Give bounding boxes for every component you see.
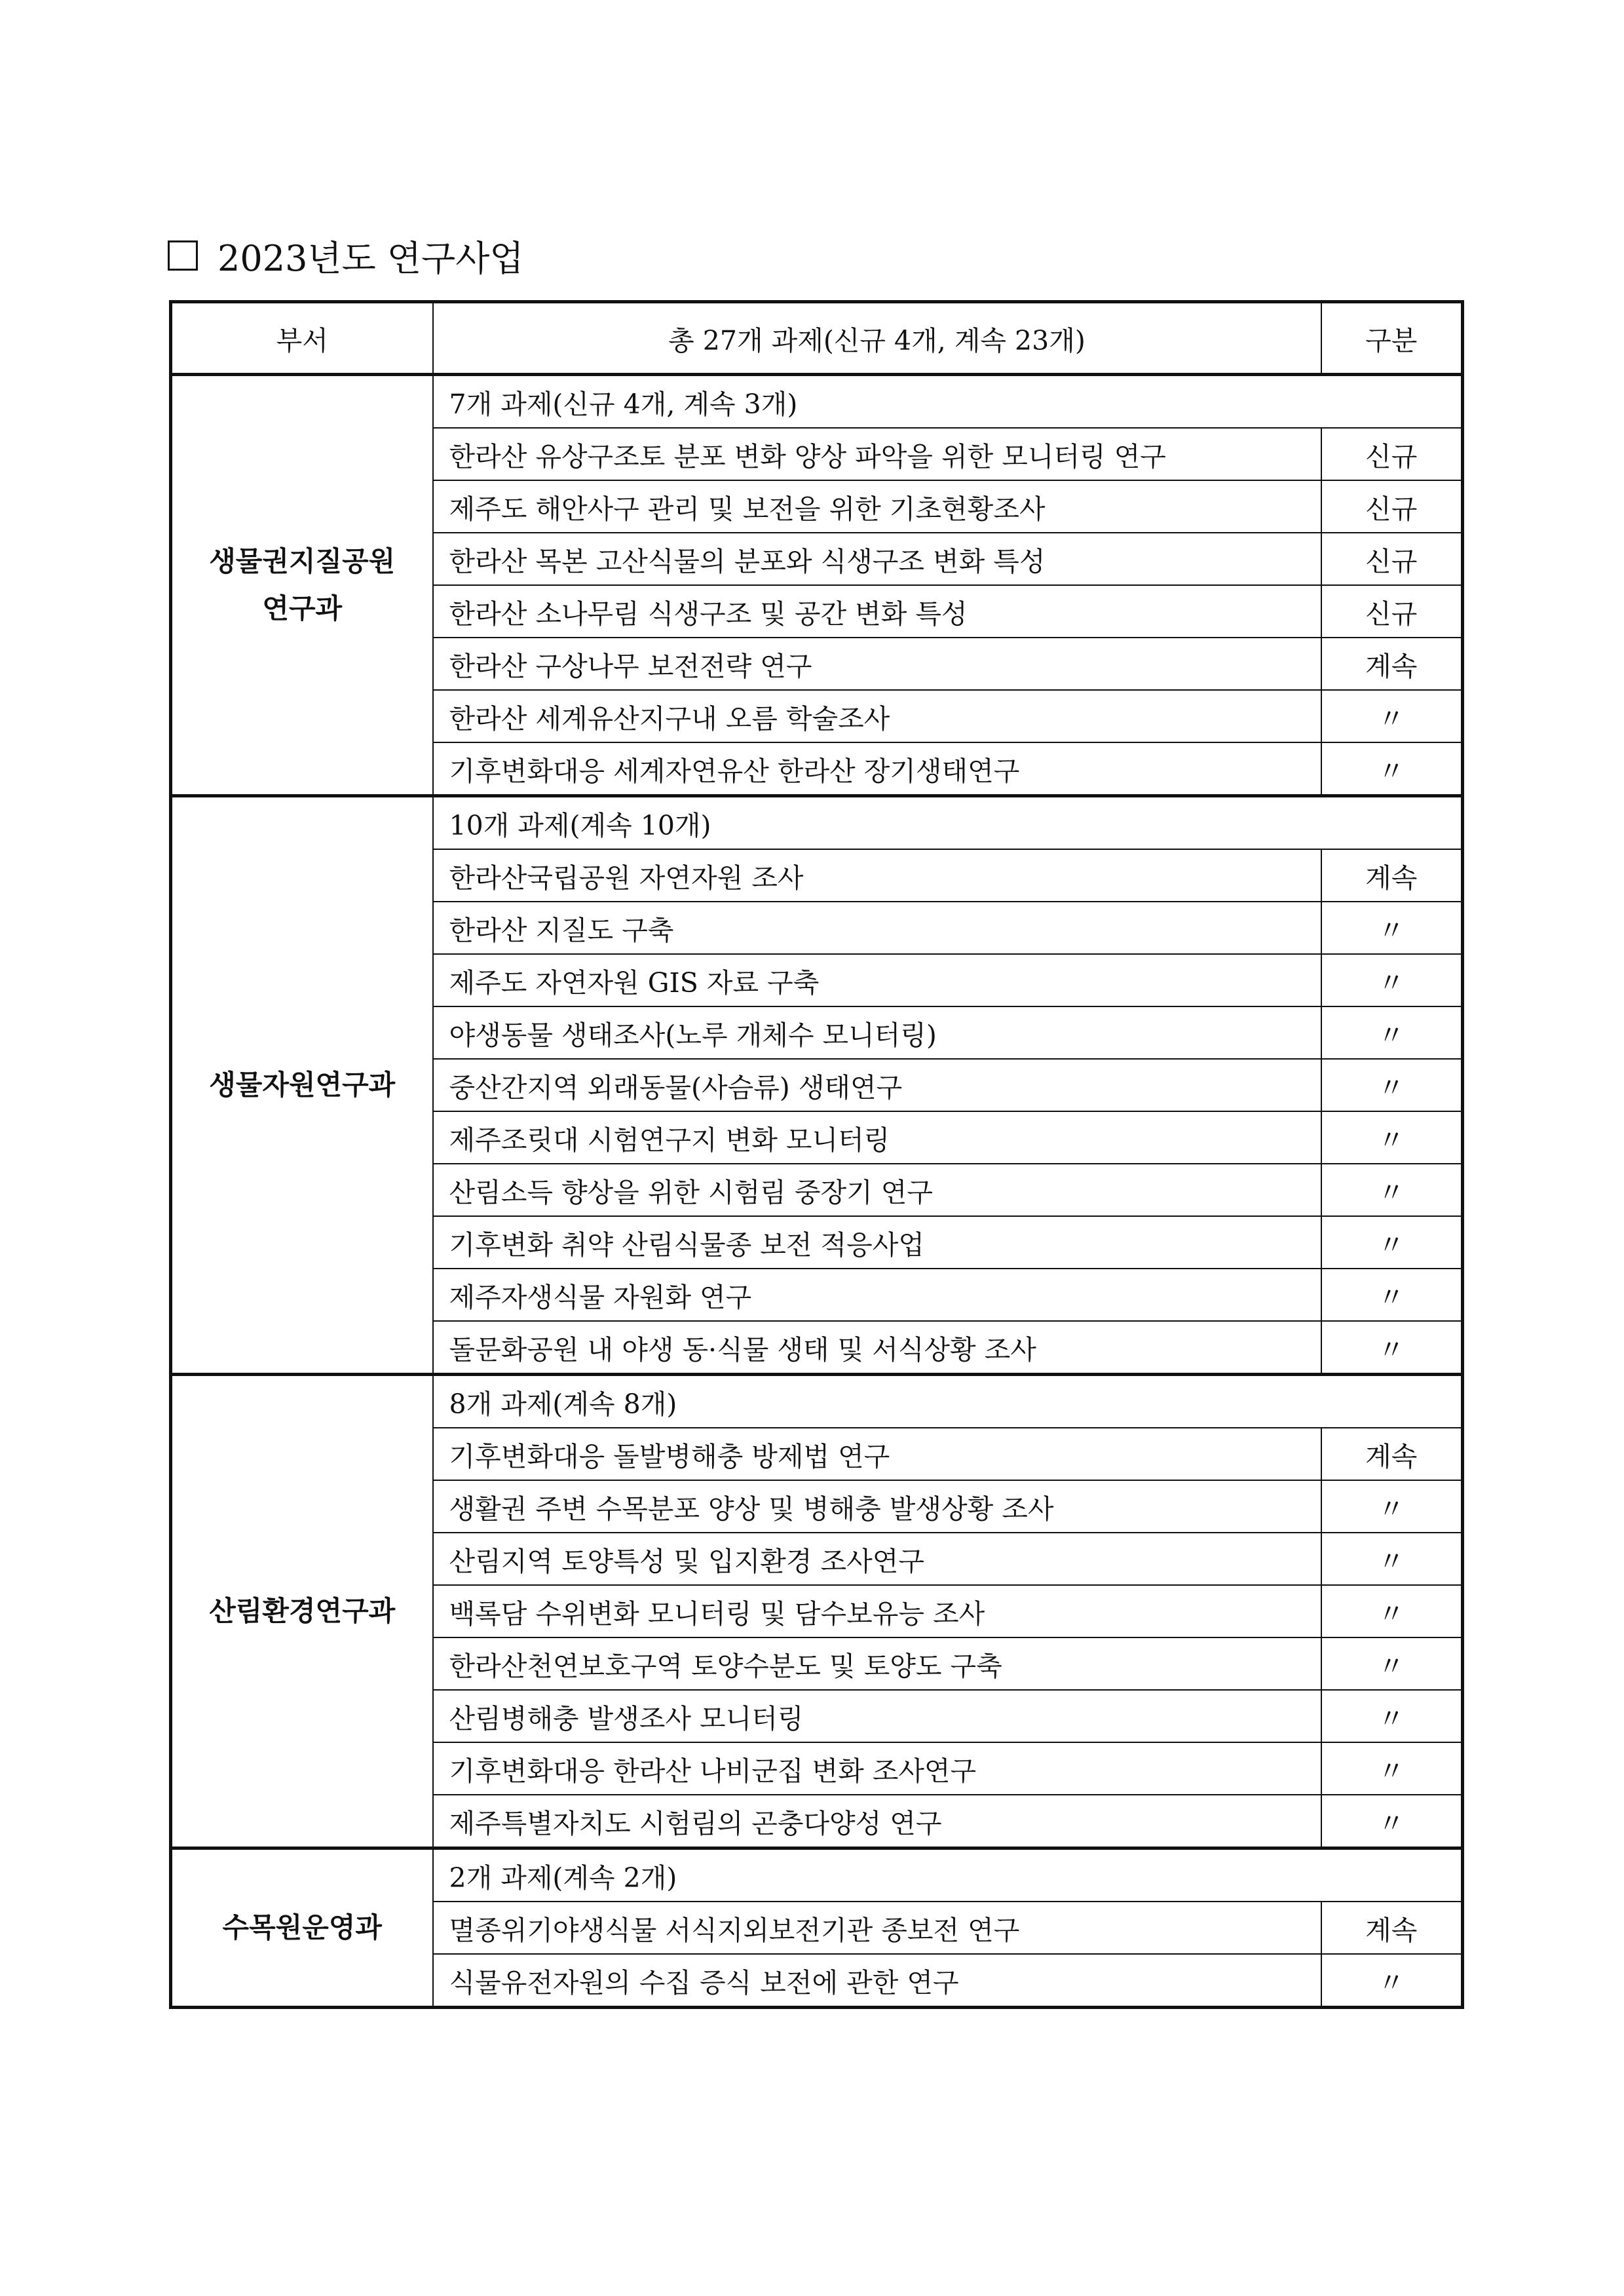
project-type: 〃 (1321, 1585, 1463, 1637)
checkbox-square-icon (168, 240, 198, 271)
project-name: 한라산 세계유산지구내 오름 학술조사 (433, 690, 1321, 742)
section-title-text: 2023년도 연구사업 (217, 237, 524, 279)
project-type: 〃 (1321, 1164, 1463, 1216)
group-summary: 10개 과제(계속 10개) (433, 796, 1463, 850)
project-name: 중산간지역 외래동물(사슴류) 생태연구 (433, 1059, 1321, 1111)
project-name: 산림병해충 발생조사 모니터링 (433, 1690, 1321, 1742)
project-type: 〃 (1321, 1637, 1463, 1690)
group-summary: 8개 과제(계속 8개) (433, 1375, 1463, 1428)
project-type: 〃 (1321, 1690, 1463, 1742)
project-type: 〃 (1321, 1269, 1463, 1321)
project-name: 멸종위기야생식물 서식지외보전기관 종보전 연구 (433, 1902, 1321, 1954)
group-summary: 2개 과제(계속 2개) (433, 1848, 1463, 1902)
project-name: 야생동물 생태조사(노루 개체수 모니터링) (433, 1006, 1321, 1059)
project-type: 신규 (1321, 428, 1463, 480)
project-name: 한라산 지질도 구축 (433, 902, 1321, 954)
project-type: 신규 (1321, 585, 1463, 638)
project-name: 기후변화대응 한라산 나비군집 변화 조사연구 (433, 1742, 1321, 1795)
project-name: 생활권 주변 수목분포 양상 및 병해충 발생상황 조사 (433, 1480, 1321, 1533)
project-type: 〃 (1321, 1006, 1463, 1059)
project-name: 기후변화 취약 산림식물종 보전 적응사업 (433, 1216, 1321, 1269)
project-type: 계속 (1321, 638, 1463, 690)
project-name: 한라산국립공원 자연자원 조사 (433, 849, 1321, 902)
project-name: 기후변화대응 세계자연유산 한라산 장기생태연구 (433, 742, 1321, 796)
project-type: 〃 (1321, 1533, 1463, 1585)
project-name: 한라산 목본 고산식물의 분포와 식생구조 변화 특성 (433, 533, 1321, 585)
dept-cell (171, 1848, 433, 2008)
project-type: 〃 (1321, 902, 1463, 954)
dept-name-line1: 생물권지질공원 (209, 545, 396, 577)
table-header-row (171, 302, 1463, 375)
dept-cell (171, 1375, 433, 1848)
dept-name-line2: 연구과 (262, 592, 343, 624)
project-type: 〃 (1321, 1216, 1463, 1269)
dept-cell (171, 375, 433, 796)
project-type: 〃 (1321, 1321, 1463, 1375)
group-summary-row (171, 1375, 1463, 1428)
project-type: 〃 (1321, 690, 1463, 742)
project-type: 〃 (1321, 1059, 1463, 1111)
project-type: 계속 (1321, 849, 1463, 902)
header-dept: 부서 (171, 302, 433, 375)
project-type: 계속 (1321, 1902, 1463, 1954)
dept-name-line1: 수목원운영과 (222, 1911, 382, 1943)
project-name: 돌문화공원 내 야생 동·식물 생태 및 서식상황 조사 (433, 1321, 1321, 1375)
project-type: 계속 (1321, 1428, 1463, 1480)
group-summary-row (171, 796, 1463, 850)
project-type: 〃 (1321, 954, 1463, 1006)
project-name: 산림지역 토양특성 및 입지환경 조사연구 (433, 1533, 1321, 1585)
dept-name-line1: 산림환경연구과 (209, 1595, 396, 1627)
project-name: 제주도 해안사구 관리 및 보전을 위한 기초현황조사 (433, 480, 1321, 533)
research-projects-table (169, 300, 1464, 2009)
dept-cell (171, 796, 433, 1375)
project-name: 산림소득 향상을 위한 시험림 중장기 연구 (433, 1164, 1321, 1216)
header-projects: 총 27개 과제(신규 4개, 계속 23개) (433, 302, 1321, 375)
project-type: 신규 (1321, 480, 1463, 533)
project-name: 식물유전자원의 수집 증식 보전에 관한 연구 (433, 1954, 1321, 2008)
project-name: 한라산 구상나무 보전전략 연구 (433, 638, 1321, 690)
project-name: 백록담 수위변화 모니터링 및 담수보유능 조사 (433, 1585, 1321, 1637)
dept-name-line1: 생물자원연구과 (209, 1069, 396, 1101)
project-type: 〃 (1321, 1742, 1463, 1795)
project-name: 한라산 유상구조토 분포 변화 양상 파악을 위한 모니터링 연구 (433, 428, 1321, 480)
group-summary: 7개 과제(신규 4개, 계속 3개) (433, 375, 1463, 429)
project-name: 제주도 자연자원 GIS 자료 구축 (433, 954, 1321, 1006)
header-type: 구분 (1321, 302, 1463, 375)
project-name: 기후변화대응 돌발병해충 방제법 연구 (433, 1428, 1321, 1480)
project-type: 〃 (1321, 1480, 1463, 1533)
project-type: 〃 (1321, 1954, 1463, 2008)
group-summary-row (171, 1848, 1463, 1902)
project-type: 〃 (1321, 1111, 1463, 1164)
group-summary-row (171, 375, 1463, 429)
project-type: 〃 (1321, 742, 1463, 796)
section-title (168, 226, 524, 285)
project-name: 한라산 소나무림 식생구조 및 공간 변화 특성 (433, 585, 1321, 638)
project-name: 제주조릿대 시험연구지 변화 모니터링 (433, 1111, 1321, 1164)
project-type: 신규 (1321, 533, 1463, 585)
project-name: 제주자생식물 자원화 연구 (433, 1269, 1321, 1321)
project-name: 한라산천연보호구역 토양수분도 및 토양도 구축 (433, 1637, 1321, 1690)
project-name: 제주특별자치도 시험림의 곤충다양성 연구 (433, 1795, 1321, 1848)
project-type: 〃 (1321, 1795, 1463, 1848)
table-body (171, 375, 1463, 2008)
